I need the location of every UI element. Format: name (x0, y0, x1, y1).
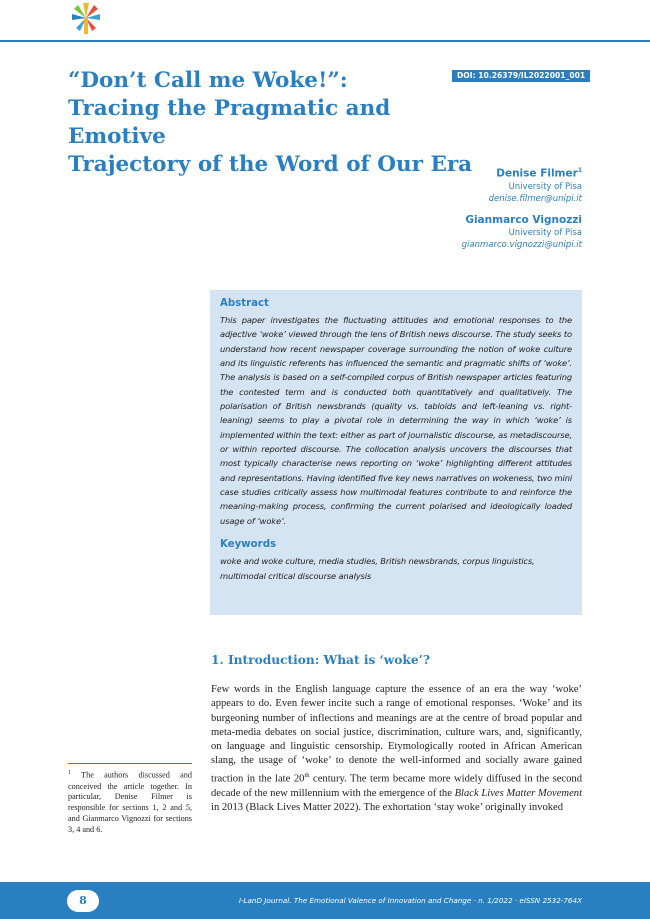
author-affiliation: University of Pisa (508, 181, 582, 192)
author-affiliation: University of Pisa (508, 227, 582, 238)
footnote: $^1$ The authors discussed and conceived the article together. In particular, Denise Filmer is responsible for sections 1, 2 and 5, and Gianmarco Vignozzi for sections 3, 4 and 6. (68, 770, 192, 834)
author-name: Denise Filmer$^1$ (496, 167, 582, 180)
section-heading: 1. Introduction: What is ‘woke’? (211, 653, 431, 667)
author-block (322, 213, 582, 251)
article-title: “Don’t Call me Woke!”: Tracing the Pragmatic and Emotive Trajectory of the Word of Our Era (68, 68, 473, 177)
author-block (322, 164, 582, 205)
journal-logo-icon (66, 0, 106, 34)
journal-citation: I-LanD Journal. The Emotional Valence of Innovation and Change · n. 1/2022 · eISSN 2532-764X (238, 896, 582, 905)
author-email[interactable]: denise.filmer@unipi.it (488, 193, 582, 204)
author-list (322, 164, 582, 259)
keywords-heading: Keywords (220, 539, 277, 551)
keywords-text: woke and woke culture, media studies, British newsbrands, corpus linguistics, multimodal critical discourse analysis (220, 556, 535, 581)
body-paragraph: Few words in the English language capture the essence of an era the way ‘woke’ appears to do. Even fewer incite such a range of emotional responses. ‘Woke’ and its burgeoning number of inflections and meanings are at the centre of broad popular and meta-media debates on social justice, discrimination, culture wars, and, significantly, on language and linguistic censorship. Etymologically rooted in African American slang, the usage of ‘woke’ to denote the well-informed and socially aware gained traction in the late 20th century. The term became more widely diffused in the second decade of the new millennium with the emergence of the Black Lives Matter Movement in 2013 (Black Lives Matter 2022). The exhortation ‘stay woke’ originally invoked (211, 684, 583, 813)
page-number: 8 (67, 890, 99, 912)
header-rule (0, 40, 650, 42)
footnote-rule (68, 763, 192, 764)
author-name: Gianmarco Vignozzi (465, 213, 582, 226)
abstract-box (210, 290, 582, 615)
abstract-text: This paper investigates the fluctuating attitudes and emotional responses to the adjective ‘woke’ viewed through the lens of British news discourse. The study seeks to understand how recent newspaper coverage surrounding the notion of woke culture and its linguistic referents has influenced the semantic and pragmatic shifts of ‘woke’. The analysis is based on a self-compiled corpus of British newspaper articles featuring the contested term and is conducted both quantitatively and qualitatively. The polarisation of British newsbrands (quality vs. tabloids and left-leaning vs. right-leaning) seems to play a pivotal role in determining the way in which ‘woke’ is implemented within the text: either as part of journalistic discourse, as metadiscourse, or within reported discourse. The collocation analysis uncovers the discourses that most typically characterise news reporting on ‘woke’ highlighting different attitudes and representations. Having identified five key news narratives on wokeness, two mini case studies critically assess how multimodal features contribute to and reinforce the meaning-making process, confirming the current polarised and ideologically loaded usage of ‘woke’. (220, 315, 572, 526)
doi-badge[interactable]: DOI: 10.26379/IL2022001_001 (452, 70, 590, 82)
abstract-heading: Abstract (220, 298, 269, 309)
author-email[interactable]: gianmarco.vignozzi@unipi.it (461, 239, 582, 250)
